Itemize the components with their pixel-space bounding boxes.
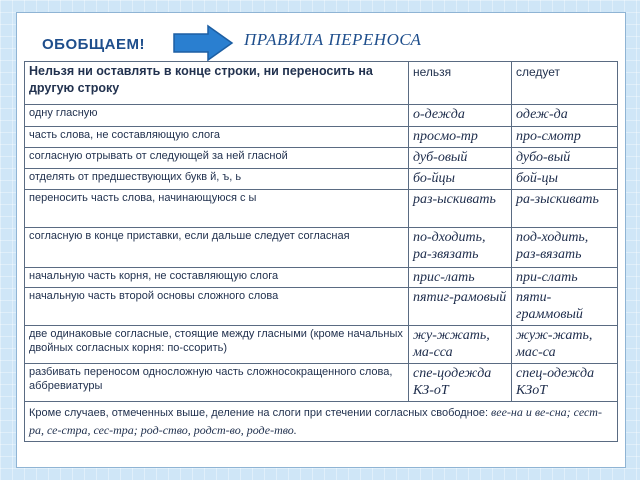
right-example: дубо-вый [512,148,618,169]
rule-text: часть слова, не составляющую слога [25,127,409,148]
rule-text: согласную отрывать от следующей за ней гласной [25,148,409,169]
table-row [25,148,618,169]
wrong-example: раз-ыскивать [409,190,512,228]
right-example: при-слать [512,268,618,288]
rule-text: начальную часть корня, не составляющую слога [25,268,409,288]
table-row [25,190,618,228]
rule-text: одну гласную [25,105,409,127]
wrong-example: бо-йцы [409,169,512,190]
rule-text: разбивать переносом односложную часть сложносокращенного слова, аббревиатуры [25,364,409,402]
table-row [25,268,618,288]
table-row [25,105,618,127]
table-row [25,326,618,364]
rule-text: переносить часть слова, начинающуюся с ы [25,190,409,228]
wrong-example: дуб-овый [409,148,512,169]
table-row [25,169,618,190]
wrong-example: пятиг-рамовый [409,288,512,326]
right-example: одеж-да [512,105,618,127]
table-row [25,228,618,268]
right-example: под-ходить, раз-вязать [512,228,618,268]
rules-table [24,61,618,442]
table-header-row [25,62,618,105]
right-arrow-icon [172,24,234,62]
rules-title: ПРАВИЛА ПЕРЕНОСА [244,30,422,49]
note-lead: Кроме случаев, отмеченных выше, деление на слоги при стечении согласных свободное: [29,407,489,419]
wrong-example: жу-жжать, ма-сса [409,326,512,364]
wrong-example: по-дходить, ра-звязать [409,228,512,268]
wrong-example: просмо-тр [409,127,512,148]
rule-text: отделять от предшествующих букв й, ъ, ь [25,169,409,190]
right-example: спец-одежда КЗоТ [512,364,618,402]
header-sleduet: следует [512,62,618,105]
rule-text: две одинаковые согласные, стоящие между гласными (кроме начальных двойных согласных корня: по-ссорить) [25,326,409,364]
right-example: бой-цы [512,169,618,190]
right-example: жуж-жать, мас-са [512,326,618,364]
header-label: ОБОБЩАЕМ! [42,36,146,53]
table-note-row [25,402,618,442]
table-row [25,288,618,326]
wrong-example: спе-цодежда КЗ-оТ [409,364,512,402]
rule-text: согласную в конце приставки, если дальше следует согласная [25,228,409,268]
wrong-example: о-дежда [409,105,512,127]
header-nelzya: нельзя [409,62,512,105]
table-row [25,127,618,148]
rule-text: начальную часть второй основы сложного слова [25,288,409,326]
right-example: пяти-граммовый [512,288,618,326]
header-question: Нельзя ни оставлять в конце строки, ни переносить на другую строку [25,62,409,105]
right-example: ра-зыскивать [512,190,618,228]
note-cell [25,402,618,442]
note-examples: вее-на и ве-сна; сест-ра, се-стра, сес-тра; род-ство, родст-во, роде-тво. [29,405,602,437]
wrong-example: прис-лать [409,268,512,288]
table-row [25,364,618,402]
right-example: про-смотр [512,127,618,148]
